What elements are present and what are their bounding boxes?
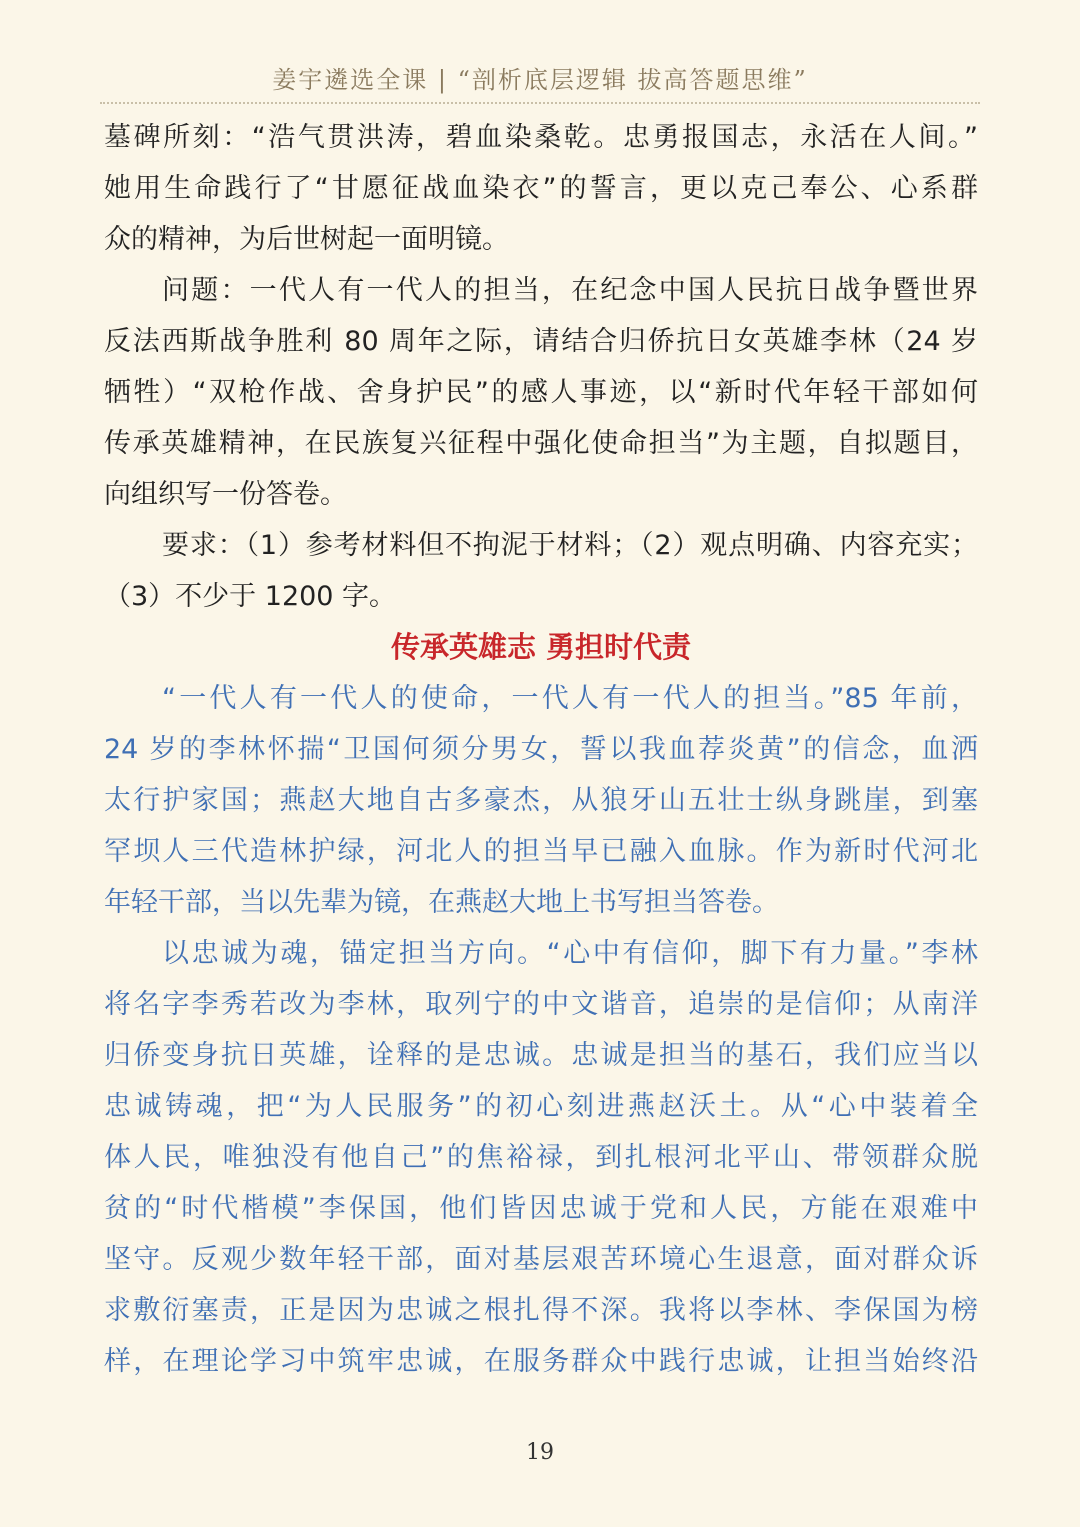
text-line: 将名字李秀若改为李林，取列宁的中文谐音，追崇的是信仰；从南洋 bbox=[104, 989, 978, 1020]
requirements-text bbox=[104, 520, 978, 622]
text-line: 坚守。反观少数年轻干部，面对基层艰苦环境心生退意，面对群众诉 bbox=[104, 1244, 978, 1275]
text-line: 忠诚铸魂，把“为人民服务”的初心刻进燕赵沃土。从“心中装着全 bbox=[104, 1091, 978, 1122]
text-line: 体人民，唯独没有他自己”的焦裕禄，到扎根河北平山、带领群众脱 bbox=[104, 1142, 978, 1173]
text-line: 要求：（1）参考材料但不拘泥于材料；（2）观点明确、内容充实； bbox=[162, 530, 978, 561]
material-text bbox=[104, 112, 978, 265]
page-number: 19 bbox=[526, 1440, 554, 1465]
text-line: 向组织写一份答卷。 bbox=[104, 479, 347, 510]
text-line: “一代人有一代人的使命，一代人有一代人的担当。”85 年前， bbox=[162, 683, 978, 714]
text-line: 求敷衍塞责，正是因为忠诚之根扎得不深。我将以李林、李保国为榜 bbox=[104, 1295, 978, 1326]
text-line: 她用生命践行了“甘愿征战血染衣”的誓言，更以克己奉公、心系群 bbox=[104, 173, 978, 204]
question-text bbox=[104, 265, 978, 520]
text-line: （3）不少于 1200 字。 bbox=[104, 581, 397, 612]
page-content bbox=[104, 112, 978, 1387]
text-line: 太行护家国；燕赵大地自古多豪杰，从狼牙山五壮士纵身跳崖，到塞 bbox=[104, 785, 978, 816]
text-line: 反法西斯战争胜利 80 周年之际，请结合归侨抗日女英雄李林（24 岁 bbox=[104, 326, 978, 357]
text-line: 24 岁的李林怀揣“卫国何须分男女，誓以我血荐炎黄”的信念，血洒 bbox=[104, 734, 978, 765]
text-line: 以忠诚为魂，锚定担当方向。“心中有信仰，脚下有力量。”李林 bbox=[162, 938, 978, 969]
essay-title: 传承英雄志 勇担时代责 bbox=[390, 630, 692, 664]
text-line: 罕坝人三代造林护绿，河北人的担当早已融入血脉。作为新时代河北 bbox=[104, 836, 978, 867]
text-line: 墓碑所刻：“浩气贯洪涛，碧血染桑乾。忠勇报国志，永活在人间。” bbox=[104, 122, 978, 153]
text-line: 贫的“时代楷模”李保国，他们皆因忠诚于党和人民，方能在艰难中 bbox=[104, 1193, 978, 1224]
text-line: 众的精神，为后世树起一面明镜。 bbox=[104, 224, 509, 255]
page-header: 姜宇遴选全课 | “剖析底层逻辑 拔高答题思维” bbox=[272, 66, 808, 94]
text-line: 问题：一代人有一代人的担当，在纪念中国人民抗日战争暨世界 bbox=[162, 275, 978, 306]
text-line: 样，在理论学习中筑牢忠诚，在服务群众中践行忠诚，让担当始终沿 bbox=[104, 1346, 978, 1377]
text-line: 牺牲）“双枪作战、舍身护民”的感人事迹，以“新时代年轻干部如何 bbox=[104, 377, 978, 408]
essay-paragraph-2 bbox=[104, 928, 978, 1387]
header-divider bbox=[100, 102, 980, 104]
text-line: 年轻干部，当以先辈为镜，在燕赵大地上书写担当答卷。 bbox=[104, 887, 779, 918]
text-line: 传承英雄精神，在民族复兴征程中强化使命担当”为主题，自拟题目， bbox=[104, 428, 978, 459]
essay-paragraph-1 bbox=[104, 673, 978, 928]
text-line: 归侨变身抗日英雄，诠释的是忠诚。忠诚是担当的基石，我们应当以 bbox=[104, 1040, 978, 1071]
